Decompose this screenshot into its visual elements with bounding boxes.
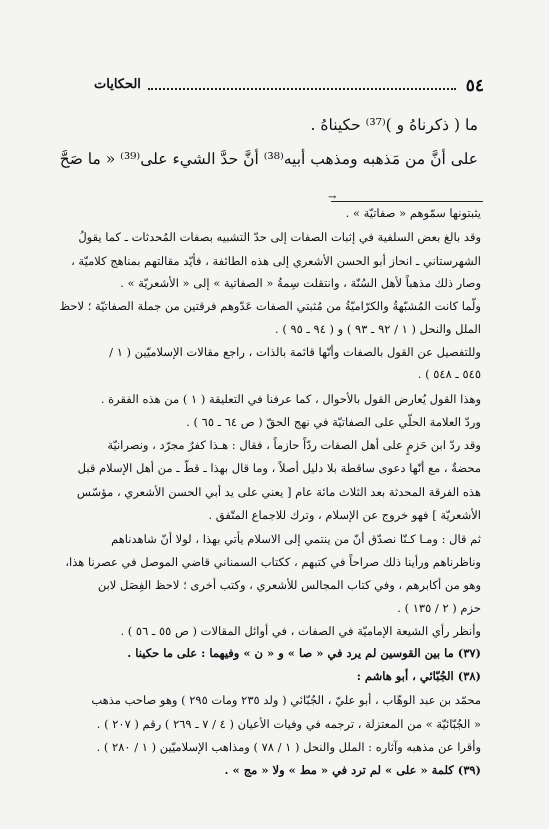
note-38-line: محمّد بن عبد الوهّاب ، أبو عليّ ، الجُبّائي ( ولد ٢٣٥ ومات ٢٩٥ ) وهو صاحب مذهب: [91, 693, 481, 707]
footnote-line: وناظرناهم ورأينا ذلك صراحاً في كتبهم ، ككتاب السمناني قاضي الموصل في عصرنا هذا،: [65, 555, 481, 569]
note-38-line: « الجُبّائيّة » من المعتزلة ، ترجمه في وفيات الأعيان ( ٤ / ٧ ـ ٢٦٩ ) رقم ( ٢٠٧ ) .: [96, 717, 481, 731]
footnote-line: ٥٤٥ ـ ٥٤٨ ) .: [417, 367, 481, 381]
footnote-line: وأنظر رأي الشيعة الإماميّة في الصفات ، في أوائل المقالات ( ص ٥٥ ـ ٥٦ ) .: [120, 624, 481, 638]
note-37: (٣٧) ما بين القوسين لم يرد في « صا » و « ن » وفيهما : على ما حكينا .: [127, 646, 481, 660]
note-38-line: وأقرا عن مذهبه وآثاره : الملل والنحل ( ١ / ٧٨ ) ومذاهب الإسلاميّين ( ١ / ٢٨٠ ) .: [96, 740, 481, 754]
note-39: (٣٩) كلمة « على » لم ترد في « مط » ولا « مج » .: [224, 763, 481, 777]
footnote-line: وهذا القول يُعارض القول بالأحوال ، كما عرفنا في التعليقة ( ١ ) من هذه الفقرة .: [100, 392, 481, 406]
footnote-separator-rule: [331, 201, 483, 202]
footnote-line: يثبتونها سمّوهم « صفاتيّة » .: [345, 206, 481, 220]
running-title: الحكايات: [94, 77, 141, 92]
footnote-line: وقد بالغ بعض السلفية في إثبات الصفات إلى حدّ التشبيه بصفات المُحدثات ـ كما يقولُ: [78, 230, 481, 244]
footnote-line: وردّ العلامة الحلّي على الصفاتيّة في نهج الحقّ ( ص ٦٤ ـ ٦٥ ) .: [186, 415, 481, 429]
footnote-line: وقد ردّ ابن حَزمٍ على أهل الصفات ردّاً حازماً ، فقال : هـذا كفرٌ مجرّد ، ونصرانيّة: [107, 438, 481, 452]
running-header: [94, 76, 484, 100]
footnote-line: ولّما كانت المُشبّهةُ والكرّاميّةُ من مُثبتي الصفات عَدّوهم فرقتين من جملة الصفاتيّة ؛ لاحظ: [59, 299, 481, 313]
footnote-line: هذه الفرقة المحدثة بعد الثلاث مائة عام [ يعني على يد أبي الحسن الأشعري ، مؤسّس: [76, 485, 481, 499]
note-38-heading: (٣٨) الجُبّائي ، أبو هاشم :: [356, 669, 481, 683]
footnote-continuation-arrow: →: [328, 192, 337, 203]
page-number: ٥٤: [465, 76, 484, 96]
footnote-line: الأشعريّة ] فهو خروج عن الإسلام ، وترك للاجماع المتّفق .: [208, 508, 481, 522]
main-text-line-2: على أنَّ من مَذهبه ومذهب أبيه⁽³⁸⁾ أنَّ حدَّ الشيء على⁽³⁹⁾ « ما صَحَّ: [59, 150, 478, 168]
footnote-line: محضةٌ ، مع أنّها دعوى ساقطة بلا دليل أصلاً ، وما قال بهذا ـ قطّ ـ من أهل الإسلام قبل: [77, 461, 481, 475]
header-dotted-leader: [148, 88, 456, 90]
footnote-line: الملل والنحل ( ١ / ٩٢ ـ ٩٣ ) و ( ٩٤ ـ ٩٥ ) .: [275, 322, 481, 336]
footnote-line: ثم قال : ومـا كـنّا نصدّق أنّ من ينتمي إلى الاسلام يأتي بهذا ، لولا أنّ شاهدناهم: [111, 532, 481, 546]
main-text-line-1: ما ( ذكرناهُ و )⁽³⁷⁾ حكيناهُ .: [310, 116, 478, 134]
footnote-line: وهو من أكابرهم ، وفي كتاب المجالس للأشعري ، وكتب أخرى ؛ لاحظ الفِصَل لابن: [97, 578, 481, 592]
footnote-line: وللتفصيل عن القول بالصفات وأنّها قائمة بالذات ، راجع مقالات الإسلاميّين ( ١ /: [109, 345, 481, 359]
footnote-line: وصار ذلك مذهباً لأهل السُنّة ، وانتقلت سِمةُ « الصفاتية » إلى « الأشعريّة » .: [120, 276, 481, 290]
footnote-line: حزم ( ٢ / ١٣٥ ) .: [397, 601, 481, 615]
footnote-line: الشهرستاني ـ انحاز أبو الحسن الأشعري إلى هذه الطائفة ، فأيّد مقالتهم بمناهج كلاميّة ،: [71, 254, 481, 268]
